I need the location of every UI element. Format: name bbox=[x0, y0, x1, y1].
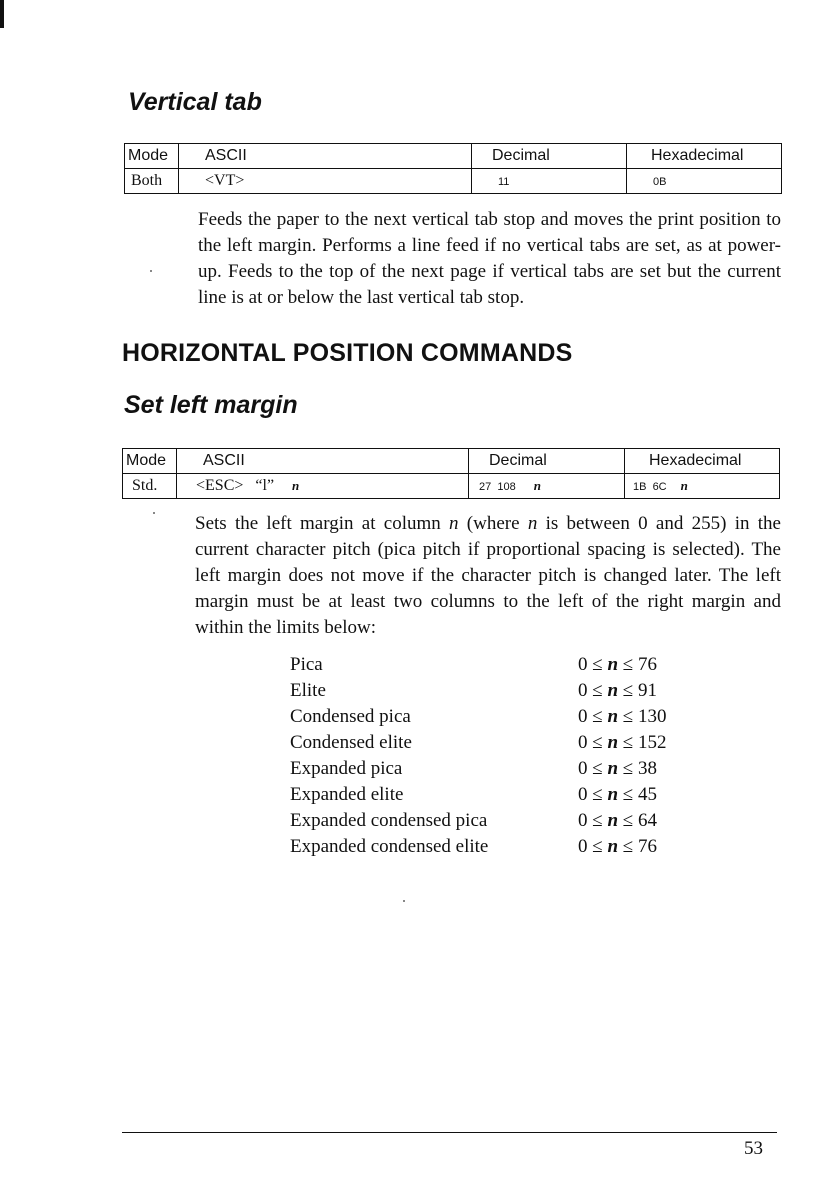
limit-row bbox=[290, 756, 710, 782]
limit-lower: 0 ≤ bbox=[578, 680, 608, 701]
limit-range bbox=[578, 704, 666, 730]
footer-rule bbox=[122, 1132, 777, 1133]
limit-label: Expanded pica bbox=[290, 758, 403, 779]
vertical-tab-heading: Vertical tab bbox=[128, 88, 262, 116]
limit-row bbox=[290, 834, 710, 860]
cell-hexadecimal: 0B bbox=[653, 176, 667, 188]
limit-upper: ≤ 152 bbox=[618, 732, 667, 753]
limit-row bbox=[290, 652, 710, 678]
limit-variable: n bbox=[607, 784, 619, 805]
cell-decimal-param: n bbox=[533, 478, 541, 493]
vertical-tab-description: Feeds the paper to the next vertical tab stop and moves the print position to the left margin. Performs a line feed if no vertical tabs are set, as at power-up. Feeds to the top of the next page if vertical tabs are set but the current line is at or below the last vertical tab stop. bbox=[198, 209, 781, 308]
limit-range bbox=[578, 730, 666, 756]
limit-lower: 0 ≤ bbox=[578, 810, 608, 831]
table-row bbox=[123, 474, 780, 499]
scan-speck bbox=[403, 900, 405, 902]
limit-variable: n bbox=[607, 836, 619, 857]
limit-lower: 0 ≤ bbox=[578, 836, 608, 857]
table-header-row bbox=[123, 449, 780, 474]
limit-range bbox=[578, 834, 657, 860]
description-text: (where bbox=[458, 513, 528, 534]
set-left-margin-command-table bbox=[122, 448, 780, 499]
limit-range bbox=[578, 678, 657, 704]
vertical-tab-command-table bbox=[124, 143, 782, 194]
header-hexadecimal: Hexadecimal bbox=[627, 144, 782, 169]
limit-row bbox=[290, 808, 710, 834]
limit-label: Elite bbox=[290, 680, 326, 701]
limit-upper: ≤ 76 bbox=[618, 654, 657, 675]
section-heading: HORIZONTAL POSITION COMMANDS bbox=[122, 339, 573, 367]
limit-lower: 0 ≤ bbox=[578, 654, 608, 675]
limit-row bbox=[290, 678, 710, 704]
limit-row bbox=[290, 730, 710, 756]
cell-decimal: 27 108 bbox=[479, 481, 516, 493]
limit-label: Expanded elite bbox=[290, 784, 404, 805]
header-ascii: ASCII bbox=[179, 144, 472, 169]
limit-range bbox=[578, 756, 657, 782]
cell-decimal: 11 bbox=[498, 176, 510, 188]
header-mode: Mode bbox=[125, 144, 179, 169]
description-text: Sets the left margin at column bbox=[195, 513, 450, 534]
limit-upper: ≤ 76 bbox=[618, 836, 657, 857]
scan-edge-mark bbox=[0, 0, 4, 28]
limit-variable: n bbox=[607, 732, 619, 753]
limit-range bbox=[578, 808, 657, 834]
limit-label: Condensed elite bbox=[290, 732, 412, 753]
limit-upper: ≤ 91 bbox=[618, 680, 657, 701]
limit-lower: 0 ≤ bbox=[578, 706, 608, 727]
variable-n: n bbox=[527, 513, 538, 534]
limit-variable: n bbox=[607, 680, 619, 701]
limit-upper: ≤ 45 bbox=[618, 784, 657, 805]
limit-variable: n bbox=[607, 706, 619, 727]
variable-n: n bbox=[449, 513, 459, 534]
limit-variable: n bbox=[607, 810, 619, 831]
set-left-margin-heading: Set left margin bbox=[124, 391, 298, 419]
limit-upper: ≤ 130 bbox=[618, 706, 667, 727]
limit-label: Pica bbox=[290, 654, 323, 675]
header-decimal: Decimal bbox=[472, 144, 627, 169]
limit-upper: ≤ 64 bbox=[618, 810, 657, 831]
limit-variable: n bbox=[607, 758, 619, 779]
cell-hexadecimal-param: n bbox=[680, 478, 688, 493]
header-mode: Mode bbox=[123, 449, 177, 474]
table-header-row bbox=[125, 144, 782, 169]
limit-lower: 0 ≤ bbox=[578, 784, 608, 805]
limit-variable: n bbox=[607, 654, 619, 675]
cell-mode: Both bbox=[125, 169, 179, 194]
scan-speck bbox=[153, 512, 155, 514]
limit-lower: 0 ≤ bbox=[578, 732, 608, 753]
header-decimal: Decimal bbox=[469, 449, 625, 474]
limit-row bbox=[290, 782, 710, 808]
page-number: 53 bbox=[744, 1138, 763, 1159]
set-left-margin-description bbox=[195, 511, 781, 641]
cell-mode: Std. bbox=[123, 474, 177, 499]
header-ascii: ASCII bbox=[177, 449, 469, 474]
limit-label: Expanded condensed pica bbox=[290, 810, 488, 831]
margin-limits-list bbox=[290, 652, 710, 860]
limit-label: Condensed pica bbox=[290, 706, 411, 727]
header-hexadecimal: Hexadecimal bbox=[625, 449, 780, 474]
limit-label: Expanded condensed elite bbox=[290, 836, 489, 857]
limit-upper: ≤ 38 bbox=[618, 758, 657, 779]
cell-ascii: <ESC> “l” bbox=[196, 477, 275, 494]
cell-ascii: <VT> bbox=[179, 169, 472, 194]
cell-hexadecimal: 1B 6C bbox=[633, 481, 667, 493]
limit-lower: 0 ≤ bbox=[578, 758, 608, 779]
description-text: is between 0 and 255) in the current character pitch (pica pitch if proportional spacing is selected). The left margin does not move if the character pitch is changed later. The left margin must be at least two columns to the left of the right margin and within the limits below: bbox=[195, 513, 781, 638]
cell-ascii-param: n bbox=[292, 478, 300, 493]
limit-row bbox=[290, 704, 710, 730]
scan-speck bbox=[150, 270, 152, 272]
table-row bbox=[125, 169, 782, 194]
limit-range bbox=[578, 782, 657, 808]
limit-range bbox=[578, 652, 657, 678]
